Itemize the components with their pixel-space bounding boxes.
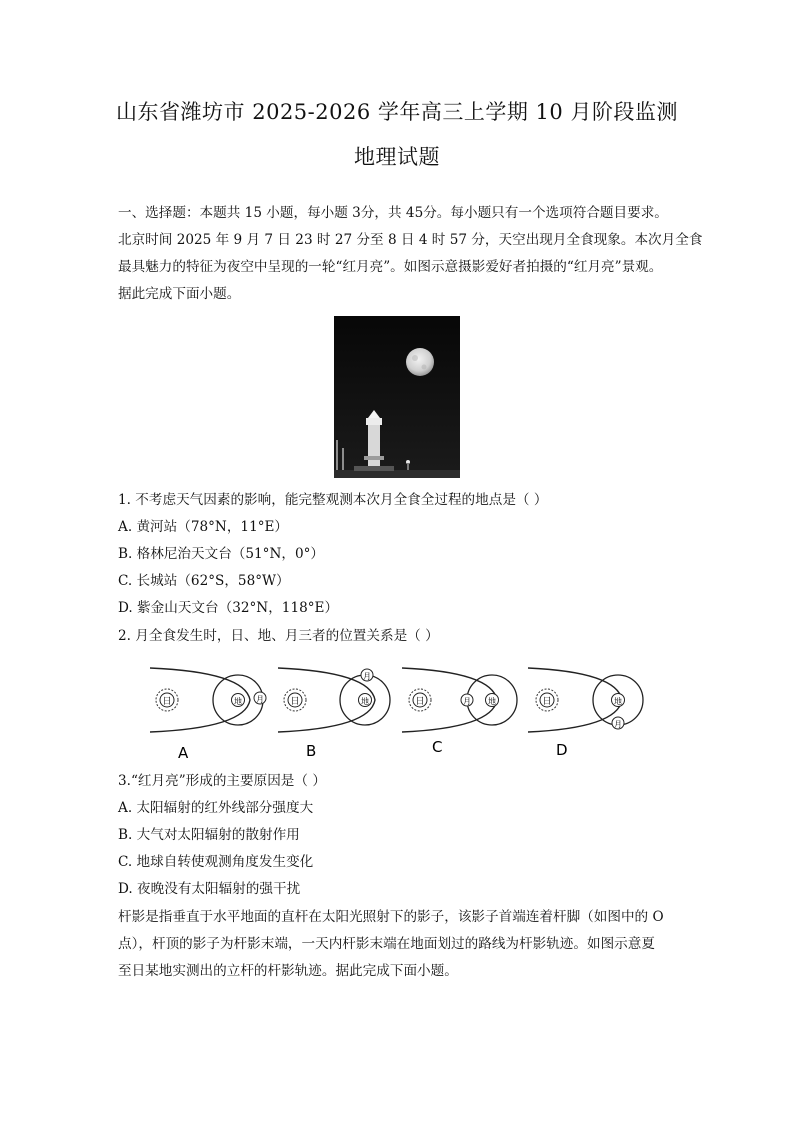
label-b: B	[306, 742, 317, 760]
passage1-line2: 最具魅力的特征为夜空中呈现的一轮“红月亮”。如图示意摄影爱好者拍摄的“红月亮”景观。	[118, 259, 663, 275]
moon-shape	[406, 348, 434, 376]
q1-option-b[interactable]: B. 格林尼治天文台（51°N，0°）	[118, 546, 325, 562]
sun-earth-moon-diagram	[130, 660, 660, 760]
label-c: C	[432, 738, 443, 756]
q3-option-c[interactable]: C. 地球自转使观测角度发生变化	[118, 854, 314, 870]
label-d: D	[556, 741, 568, 759]
sun-icon-d	[536, 689, 558, 711]
exam-title: 山东省潍坊市 2025-2026 学年高三上学期 10 月阶段监测	[116, 100, 678, 124]
diagram-panel-b	[278, 668, 390, 760]
svg-text:日: 日	[542, 697, 552, 707]
passage2-line1: 杆影是指垂直于水平地面的直杆在太阳光照射下的影子，该影子首端连着杆脚（如图中的 O	[118, 909, 664, 925]
svg-text:日: 日	[162, 697, 172, 707]
passage1-line1: 北京时间 2025 年 9 月 7 日 23 时 27 分至 8 日 4 时 57 分，天空出现月全食现象。本次月全食	[118, 232, 703, 248]
passage2-line3: 至日某地实测出的立杆的杆影轨迹。据此完成下面小题。	[118, 963, 458, 979]
svg-text:地: 地	[488, 697, 496, 706]
diagram-panel-c	[402, 668, 517, 756]
red-moon-photo	[334, 316, 460, 478]
q3-option-b[interactable]: B. 大气对太阳辐射的散射作用	[118, 827, 300, 843]
exam-subject: 地理试题	[354, 145, 440, 169]
diagram-panel-d	[528, 668, 643, 759]
q1-stem: 1. 不考虑天气因素的影响，能完整观测本次月全食全过程的地点是（ ）	[118, 492, 548, 508]
svg-text:地: 地	[361, 697, 369, 706]
section-instructions: 一、选择题：本题共 15 小题，每小题 3分，共 45分。每小题只有一个选项符合题目要求。	[118, 205, 668, 221]
svg-text:日: 日	[415, 697, 425, 707]
q1-option-a[interactable]: A. 黄河站（78°N，11°E）	[118, 519, 289, 535]
sun-icon-a	[156, 689, 178, 711]
svg-text:地: 地	[614, 697, 622, 706]
sun-icon-c	[409, 689, 431, 711]
sun-icon-b	[284, 689, 306, 711]
svg-text:月: 月	[363, 672, 371, 681]
q3-option-d[interactable]: D. 夜晚没有太阳辐射的强干扰	[118, 881, 301, 897]
q2-stem: 2. 月全食发生时，日、地、月三者的位置关系是（ ）	[118, 628, 439, 644]
passage2-line2: 点），杆顶的影子为杆影末端，一天内杆影末端在地面划过的路线为杆影轨迹。如图示意夏	[118, 936, 655, 952]
diagram-panel-a	[150, 668, 266, 760]
svg-text:日: 日	[290, 697, 300, 707]
label-a: A	[178, 744, 189, 760]
passage1-line3: 据此完成下面小题。	[118, 286, 241, 302]
q3-stem: 3.“红月亮”形成的主要原因是（ ）	[118, 773, 326, 789]
svg-text:月: 月	[614, 720, 622, 729]
svg-text:月: 月	[463, 697, 471, 706]
q3-option-a[interactable]: A. 太阳辐射的红外线部分强度大	[118, 800, 314, 816]
svg-text:地: 地	[234, 697, 242, 706]
svg-text:月: 月	[256, 695, 264, 704]
q1-option-d[interactable]: D. 紫金山天文台（32°N，118°E）	[118, 600, 339, 616]
q1-option-c[interactable]: C. 长城站（62°S，58°W）	[118, 573, 290, 589]
